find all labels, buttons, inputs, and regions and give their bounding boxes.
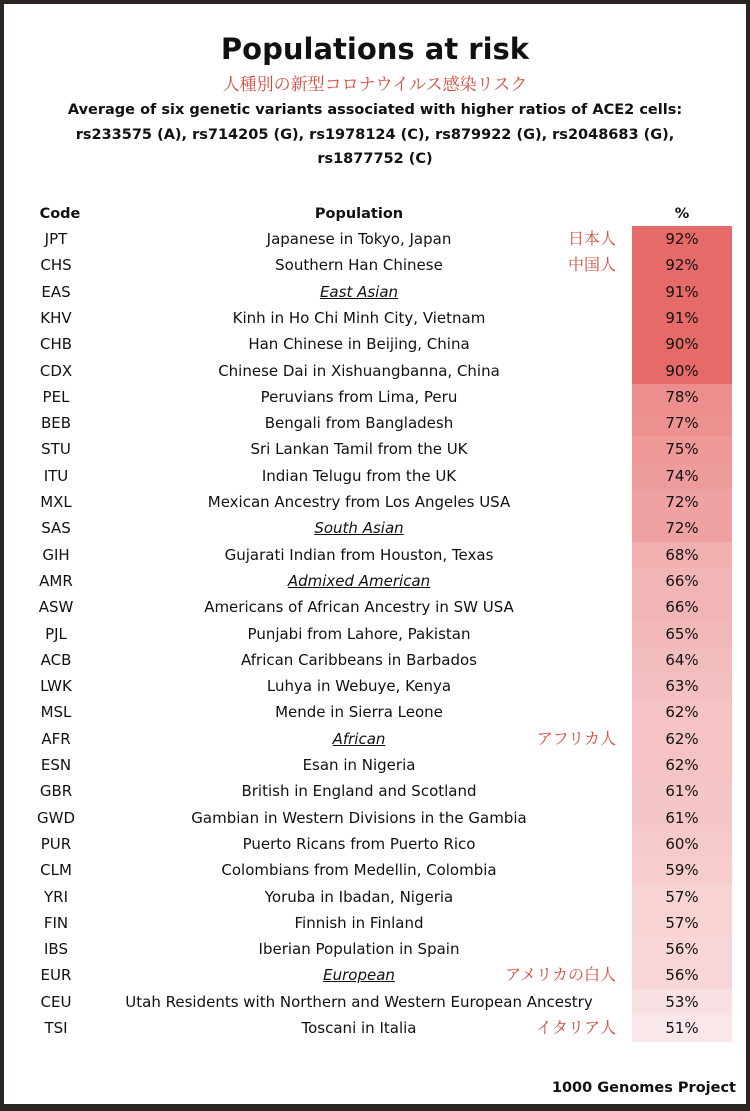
table-row [4,515,746,541]
description [44,98,706,172]
percent-value: 65% [665,624,699,643]
japanese-annotation: イタリア人 [535,1018,616,1037]
percent-value: 66% [665,571,699,590]
population-name: African Caribbeans in Barbados [241,650,477,669]
population-code: ITU [43,466,69,485]
table-row [4,752,746,778]
table-row [4,331,746,357]
population-code: GIH [42,545,70,564]
population-name: Gambian in Western Divisions in the Gambia [191,808,527,827]
percent-value: 92% [665,230,699,248]
percent-value: 64% [665,650,699,669]
region-name: African [332,729,386,748]
table-row [4,778,746,804]
population-code: CDX [39,361,73,380]
table-row [4,989,746,1015]
population-code: PEL [42,387,70,406]
table-row [4,568,746,594]
region-name: European [323,966,395,985]
japanese-annotation: 日本人 [567,229,616,248]
table-row [4,805,746,831]
percent-value: 91% [665,308,699,327]
population-name: Chinese Dai in Xishuangbanna, China [218,361,500,380]
percent-value: 91% [665,282,699,301]
percent-value: 53% [665,992,699,1011]
table-row [4,252,746,278]
japanese-annotation: アメリカの白人 [505,965,616,985]
table-row [4,673,746,699]
region-name: East Asian [319,282,399,301]
percent-value: 90% [665,335,699,354]
population-code: FIN [43,913,69,932]
population-code: CHB [39,335,73,354]
percent-value: 75% [665,440,699,459]
population-name: Bengali from Bangladesh [264,414,454,433]
population-name: Toscani in Italia [301,1019,417,1037]
percent-value: 56% [665,966,699,985]
table-row [4,1015,746,1041]
percent-value: 59% [665,861,699,880]
population-name: Mexican Ancestry from Los Angeles USA [207,493,511,511]
table-row [4,699,746,725]
percent-value: 92% [665,256,699,275]
percent-value: 78% [665,387,699,406]
population-name: Colombians from Medellin, Colombia [221,861,497,880]
population-name: Yoruba in Ibadan, Nigeria [264,887,454,906]
description-line: Average of six genetic variants associated with higher ratios of ACE2 cells: [67,102,683,118]
percent-value: 51% [665,1019,699,1037]
percent-value: 62% [665,756,699,774]
table-row [4,884,746,910]
percent-value: 63% [665,677,699,696]
population-code: MSL [40,703,72,722]
population-name: Luhya in Webuye, Kenya [266,677,452,696]
description-line: rs1877752 (C) [317,151,433,167]
column-header-population: Population [314,206,404,222]
population-name: Japanese in Tokyo, Japan [266,230,452,248]
population-code: KHV [40,308,72,327]
percent-value: 72% [665,519,699,538]
population-code: GWD [36,808,75,827]
table-row [4,542,746,568]
chart-card [4,4,746,1104]
population-name: Puerto Ricans from Puerto Rico [242,834,476,853]
population-name: Indian Telugu from the UK [261,466,457,485]
population-code: PUR [40,834,72,853]
population-code: GBR [39,782,73,801]
population-code: SAS [41,519,71,538]
chart-title: Populations at risk [220,32,530,66]
percent-value: 61% [665,782,699,801]
population-name: British in England and Scotland [241,782,477,801]
population-name: Kinh in Ho Chi Minh City, Vietnam [232,308,486,327]
percent-value: 72% [665,493,699,511]
table-row [4,358,746,384]
population-name: Utah Residents with Northern and Western European Ancestry [125,992,593,1011]
table-row [4,305,746,331]
population-code: TSI [44,1019,68,1037]
percent-value: 68% [665,545,699,564]
percent-value: 60% [665,834,699,853]
table-row [4,489,746,515]
population-code: ASW [38,598,74,617]
population-name: Southern Han Chinese [275,256,443,275]
table-row [4,962,746,988]
table-row [4,384,746,410]
population-name: Esan in Nigeria [302,756,416,774]
japanese-subtitle: 人種別の新型コロナウイルス感染リスク [222,75,528,95]
population-code: STU [41,440,71,459]
population-code: CHS [40,256,72,275]
population-code: MXL [40,493,72,511]
table-row [4,936,746,962]
percent-value: 57% [665,887,699,906]
population-code: AMR [39,571,73,590]
table-row [4,436,746,462]
table-row [4,910,746,936]
population-name: Mende in Sierra Leone [275,703,443,722]
population-code: ESN [40,756,72,774]
percent-value: 62% [665,703,699,722]
population-name: Gujarati Indian from Houston, Texas [224,545,494,564]
table-row [4,647,746,673]
region-name: South Asian [314,519,404,538]
table-row [4,857,746,883]
percent-value: 62% [665,729,699,748]
population-code: CEU [40,992,72,1011]
japanese-annotation: 中国人 [567,255,616,275]
population-name: Americans of African Ancestry in SW USA [204,598,514,617]
population-code: YRI [43,887,68,906]
population-code: JPT [44,230,68,248]
table-row [4,594,746,620]
japanese-annotation: アフリカ人 [536,728,616,748]
table-row [4,621,746,647]
region-name: Admixed American [287,571,431,590]
population-code: ACB [40,650,72,669]
percent-value: 61% [665,808,699,827]
percent-value: 74% [665,466,699,485]
population-code: EUR [40,966,72,985]
population-name: Sri Lankan Tamil from the UK [250,440,468,459]
population-code: IBS [44,940,68,959]
table-row [4,226,746,252]
population-name: Han Chinese in Beijing, China [248,335,470,354]
population-name: Punjabi from Lahore, Pakistan [247,624,471,643]
source-footer: 1000 Genomes Project [551,1080,736,1096]
percent-value: 57% [665,913,699,932]
table-row [4,279,746,305]
percent-value: 56% [665,940,699,959]
population-code: AFR [41,729,71,748]
column-header-percent: % [674,206,690,222]
population-code: CLM [40,861,72,880]
population-code: BEB [40,414,72,433]
table-row [4,463,746,489]
table-row [4,831,746,857]
population-name: Finnish in Finland [294,913,424,932]
description-line: rs233575 (A), rs714205 (G), rs1978124 (C), rs879922 (G), rs2048683 (G), [75,126,675,143]
table-row [4,726,746,752]
population-code: LWK [40,677,72,696]
column-header-code: Code [39,206,81,222]
population-code: EAS [41,282,71,301]
percent-value: 66% [665,598,699,617]
population-name: Iberian Population in Spain [258,940,460,959]
population-code: PJL [45,624,67,643]
population-name: Peruvians from Lima, Peru [260,387,458,406]
table-row [4,410,746,436]
percent-value: 90% [665,361,699,380]
percent-value: 77% [665,414,699,433]
